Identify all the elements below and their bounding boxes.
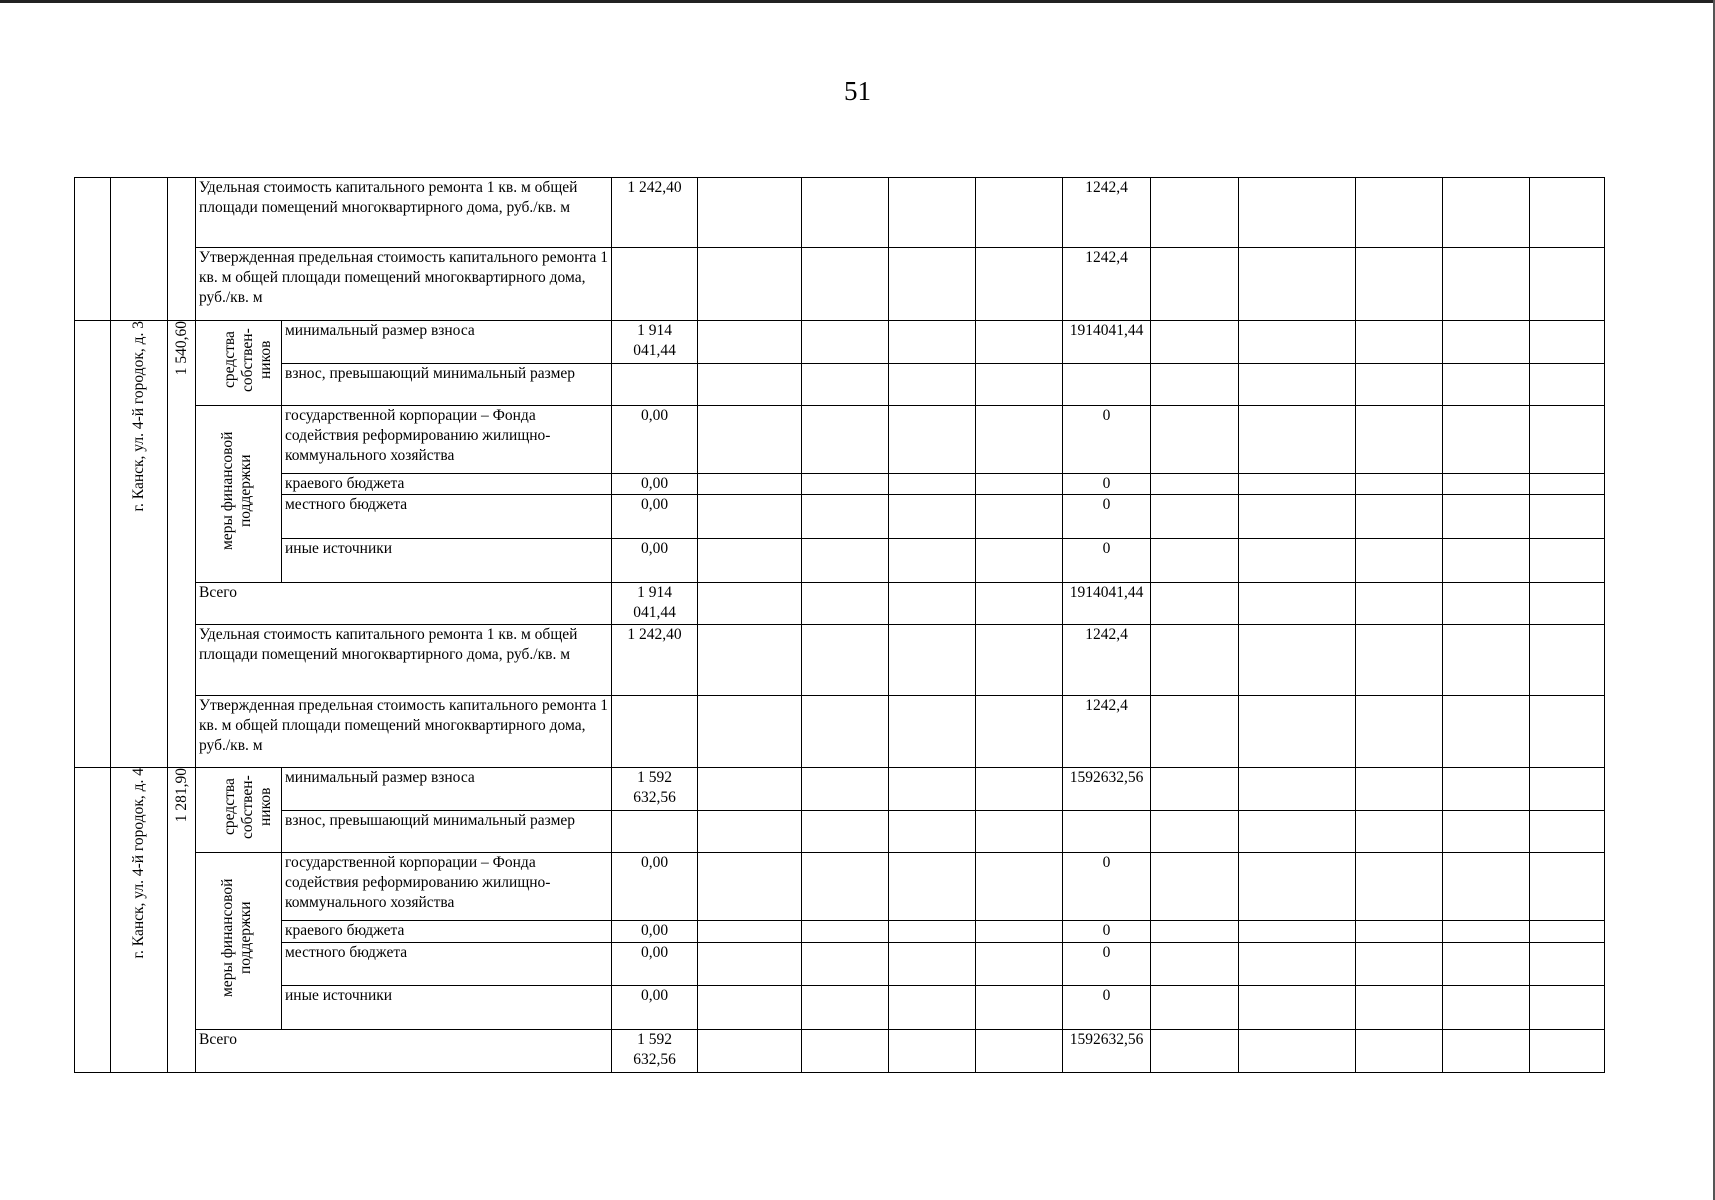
cell-empty	[802, 495, 889, 538]
cell-empty	[1356, 474, 1443, 495]
cell-empty	[698, 853, 802, 921]
cell-empty	[1530, 474, 1605, 495]
cell-empty	[802, 474, 889, 495]
cell-empty	[889, 248, 976, 321]
min-contribution-value2: 1914041,44	[1063, 321, 1151, 364]
table-row	[75, 1030, 1605, 1073]
row-label-regional-budget: краевого бюджета	[282, 474, 612, 495]
group-owners-funds: средства собствен-ников	[196, 768, 282, 853]
cell-empty	[889, 538, 976, 582]
cell-empty	[802, 178, 889, 248]
cell-empty	[1530, 248, 1605, 321]
cell-empty	[802, 696, 889, 768]
cell-empty	[1151, 364, 1239, 406]
cell-empty	[802, 1030, 889, 1073]
cell-empty	[889, 853, 976, 921]
cell-empty	[1530, 583, 1605, 625]
cell-empty	[1356, 696, 1443, 768]
other-sources-value2: 0	[1063, 538, 1151, 582]
cell-empty	[75, 321, 111, 768]
row-label-local-budget: местного бюджета	[282, 495, 612, 538]
state-corp-value2: 0	[1063, 406, 1151, 474]
table-row	[75, 474, 1605, 495]
cell-empty	[889, 625, 976, 696]
building-area: 1 540,60	[168, 321, 196, 768]
group-support-measures: меры финансовой поддержки	[196, 853, 282, 1030]
approved-limit-value2: 1242,4	[1063, 696, 1151, 768]
cell-empty	[976, 321, 1063, 364]
cell-empty	[698, 406, 802, 474]
cell-empty	[698, 248, 802, 321]
cell-empty	[976, 583, 1063, 625]
cell-empty	[698, 696, 802, 768]
state-corp-value: 0,00	[612, 853, 698, 921]
cell-empty	[976, 853, 1063, 921]
table-row	[75, 178, 1605, 248]
cell-empty	[1530, 986, 1605, 1030]
cell-empty	[1356, 321, 1443, 364]
cell-empty	[1239, 321, 1356, 364]
cell-empty	[976, 921, 1063, 942]
cell-empty	[802, 364, 889, 406]
cell-empty	[1239, 495, 1356, 538]
total-value: 1 914 041,44	[612, 583, 698, 625]
excess-contribution-value	[612, 364, 698, 406]
cell-empty	[802, 768, 889, 811]
cell-empty	[1356, 178, 1443, 248]
cell-empty	[976, 538, 1063, 582]
table-row	[75, 406, 1605, 474]
row-label-local-budget: местного бюджета	[282, 942, 612, 986]
cell-empty	[1530, 364, 1605, 406]
cell-empty	[976, 768, 1063, 811]
cell-empty	[802, 921, 889, 942]
cell-empty	[1151, 406, 1239, 474]
cell-empty	[1239, 853, 1356, 921]
cell-empty	[168, 178, 196, 321]
local-budget-value2: 0	[1063, 495, 1151, 538]
local-budget-value: 0,00	[612, 495, 698, 538]
cell-empty	[1443, 768, 1530, 811]
cell-empty	[1239, 364, 1356, 406]
cell-empty	[1239, 178, 1356, 248]
cell-empty	[889, 1030, 976, 1073]
cell-empty	[1151, 321, 1239, 364]
excess-contribution-value	[612, 811, 698, 853]
table-row	[75, 538, 1605, 582]
cell-empty	[1443, 942, 1530, 986]
cell-empty	[1530, 942, 1605, 986]
cell-empty	[976, 178, 1063, 248]
other-sources-value: 0,00	[612, 538, 698, 582]
regional-budget-value2: 0	[1063, 474, 1151, 495]
cell-empty	[889, 942, 976, 986]
cell-empty	[976, 811, 1063, 853]
cell-empty	[976, 495, 1063, 538]
cell-empty	[1151, 921, 1239, 942]
table-row	[75, 696, 1605, 768]
building-area: 1 281,90	[168, 768, 196, 1073]
total-value2: 1592632,56	[1063, 1030, 1151, 1073]
table-row	[75, 921, 1605, 942]
cell-empty	[976, 986, 1063, 1030]
cell-empty	[1443, 625, 1530, 696]
cell-empty	[976, 1030, 1063, 1073]
other-sources-value2: 0	[1063, 986, 1151, 1030]
cell-empty	[698, 986, 802, 1030]
cell-empty	[1356, 1030, 1443, 1073]
cell-empty	[1356, 625, 1443, 696]
row-label-excess-contribution: взнос, превышающий минимальный размер	[282, 364, 612, 406]
cell-empty	[1151, 768, 1239, 811]
cell-empty	[889, 321, 976, 364]
cell-empty	[1530, 768, 1605, 811]
cell-empty	[698, 921, 802, 942]
approved-limit-value	[612, 248, 698, 321]
group-support-measures: меры финансовой поддержки	[196, 406, 282, 583]
cell-empty	[1443, 178, 1530, 248]
cell-empty	[976, 942, 1063, 986]
min-contribution-value: 1 592 632,56	[612, 768, 698, 811]
cell-empty	[1356, 986, 1443, 1030]
cell-empty	[1356, 495, 1443, 538]
cell-empty	[1239, 248, 1356, 321]
cell-empty	[1530, 178, 1605, 248]
capital-repair-table	[74, 177, 1605, 1073]
cell-empty	[1356, 768, 1443, 811]
cell-empty	[889, 768, 976, 811]
regional-budget-value2: 0	[1063, 921, 1151, 942]
cell-empty	[889, 178, 976, 248]
cell-empty	[1356, 921, 1443, 942]
cell-empty	[1239, 583, 1356, 625]
state-corp-value2: 0	[1063, 853, 1151, 921]
cell-empty	[889, 474, 976, 495]
cell-empty	[1239, 921, 1356, 942]
cell-empty	[802, 853, 889, 921]
cell-empty	[976, 406, 1063, 474]
cell-empty	[1443, 583, 1530, 625]
row-label-total: Всего	[196, 583, 612, 625]
regional-budget-value: 0,00	[612, 921, 698, 942]
cell-empty	[1151, 625, 1239, 696]
specific-cost-value: 1 242,40	[612, 178, 698, 248]
cell-empty	[698, 474, 802, 495]
cell-empty	[1443, 986, 1530, 1030]
row-label-excess-contribution: взнос, превышающий минимальный размер	[282, 811, 612, 853]
cell-empty	[1151, 853, 1239, 921]
cell-empty	[1239, 538, 1356, 582]
cell-empty	[1530, 1030, 1605, 1073]
cell-empty	[1530, 811, 1605, 853]
cell-empty	[1443, 495, 1530, 538]
cell-empty	[1239, 768, 1356, 811]
row-label-min-contribution: минимальный размер взноса	[282, 768, 612, 811]
cell-empty	[1443, 921, 1530, 942]
cell-empty	[802, 625, 889, 696]
table-row	[75, 364, 1605, 406]
cell-empty	[698, 1030, 802, 1073]
cell-empty	[976, 696, 1063, 768]
cell-empty	[802, 986, 889, 1030]
cell-empty	[889, 921, 976, 942]
cell-empty	[1443, 248, 1530, 321]
approved-limit-value2: 1242,4	[1063, 248, 1151, 321]
cell-empty	[1443, 696, 1530, 768]
row-label-specific-cost: Удельная стоимость капитального ремонта 1 кв. м общей площади помещений многоквартирного дома, руб./кв. м	[196, 625, 612, 696]
cell-empty	[1151, 474, 1239, 495]
cell-empty	[1530, 406, 1605, 474]
regional-budget-value: 0,00	[612, 474, 698, 495]
cell-empty	[1151, 538, 1239, 582]
row-label-other-sources: иные источники	[282, 986, 612, 1030]
cell-empty	[1356, 853, 1443, 921]
table-row	[75, 583, 1605, 625]
approved-limit-value	[612, 696, 698, 768]
cell-empty	[75, 768, 111, 1073]
cell-empty	[1239, 942, 1356, 986]
row-label-regional-budget: краевого бюджета	[282, 921, 612, 942]
cell-empty	[802, 942, 889, 986]
cell-empty	[1239, 474, 1356, 495]
excess-contribution-value2	[1063, 811, 1151, 853]
row-label-state-corp: государственной корпорации – Фонда содействия реформированию жилищно-коммунального хозяйства	[282, 406, 612, 474]
state-corp-value: 0,00	[612, 406, 698, 474]
cell-empty	[1151, 178, 1239, 248]
cell-empty	[1356, 406, 1443, 474]
cell-empty	[1443, 1030, 1530, 1073]
cell-empty	[698, 364, 802, 406]
cell-empty	[976, 248, 1063, 321]
row-label-approved-limit: Утвержденная предельная стоимость капитального ремонта 1 кв. м общей площади помещений многоквартирного дома, руб./кв. м	[196, 696, 612, 768]
cell-empty	[698, 495, 802, 538]
table-row	[75, 986, 1605, 1030]
cell-empty	[1530, 921, 1605, 942]
cell-empty	[698, 178, 802, 248]
cell-empty	[1151, 696, 1239, 768]
cell-empty	[1239, 625, 1356, 696]
building-address: г. Канск, ул. 4-й городок, д. 3	[111, 321, 168, 768]
building-address: г. Канск, ул. 4-й городок, д. 4	[111, 768, 168, 1073]
table-row	[75, 495, 1605, 538]
cell-empty	[111, 178, 168, 321]
table-row	[75, 942, 1605, 986]
row-label-specific-cost: Удельная стоимость капитального ремонта 1 кв. м общей площади помещений многоквартирного дома, руб./кв. м	[196, 178, 612, 248]
table-row	[75, 625, 1605, 696]
cell-empty	[802, 248, 889, 321]
cell-empty	[1356, 248, 1443, 321]
cell-empty	[1530, 853, 1605, 921]
specific-cost-value: 1 242,40	[612, 625, 698, 696]
cell-empty	[1239, 1030, 1356, 1073]
cell-empty	[1530, 625, 1605, 696]
cell-empty	[1443, 406, 1530, 474]
cell-empty	[889, 583, 976, 625]
table-row	[75, 321, 1605, 364]
scan-edge-top	[0, 0, 1715, 3]
cell-empty	[976, 474, 1063, 495]
cell-empty	[1443, 364, 1530, 406]
cell-empty	[1151, 811, 1239, 853]
cell-empty	[976, 625, 1063, 696]
cell-empty	[698, 942, 802, 986]
cell-empty	[1356, 811, 1443, 853]
table-row	[75, 853, 1605, 921]
cell-empty	[976, 364, 1063, 406]
cell-empty	[1443, 811, 1530, 853]
other-sources-value: 0,00	[612, 986, 698, 1030]
page-number: 51	[844, 76, 871, 106]
cell-empty	[1239, 811, 1356, 853]
cell-empty	[698, 625, 802, 696]
excess-contribution-value2	[1063, 364, 1151, 406]
cell-empty	[698, 583, 802, 625]
cell-empty	[1443, 474, 1530, 495]
cell-empty	[889, 495, 976, 538]
cell-empty	[889, 696, 976, 768]
cell-empty	[1356, 364, 1443, 406]
cell-empty	[889, 986, 976, 1030]
group-owners-funds: средства собствен-ников	[196, 321, 282, 406]
cell-empty	[1530, 495, 1605, 538]
cell-empty	[698, 321, 802, 364]
row-label-total: Всего	[196, 1030, 612, 1073]
cell-empty	[1151, 986, 1239, 1030]
local-budget-value2: 0	[1063, 942, 1151, 986]
cell-empty	[1151, 495, 1239, 538]
cell-empty	[802, 811, 889, 853]
cell-empty	[698, 538, 802, 582]
cell-empty	[1443, 538, 1530, 582]
row-label-min-contribution: минимальный размер взноса	[282, 321, 612, 364]
cell-empty	[889, 811, 976, 853]
cell-empty	[802, 406, 889, 474]
specific-cost-value2: 1242,4	[1063, 178, 1151, 248]
cell-empty	[1443, 321, 1530, 364]
min-contribution-value2: 1592632,56	[1063, 768, 1151, 811]
cell-empty	[1530, 321, 1605, 364]
row-label-other-sources: иные источники	[282, 538, 612, 582]
cell-empty	[889, 406, 976, 474]
cell-empty	[698, 811, 802, 853]
cell-empty	[1356, 583, 1443, 625]
cell-empty	[1151, 583, 1239, 625]
local-budget-value: 0,00	[612, 942, 698, 986]
min-contribution-value: 1 914 041,44	[612, 321, 698, 364]
table-row	[75, 811, 1605, 853]
cell-empty	[1151, 942, 1239, 986]
table-row	[75, 768, 1605, 811]
cell-empty	[1356, 538, 1443, 582]
cell-empty	[889, 364, 976, 406]
cell-empty	[1530, 696, 1605, 768]
cell-empty	[802, 583, 889, 625]
cell-empty	[1151, 248, 1239, 321]
cell-empty	[1356, 942, 1443, 986]
table-row	[75, 248, 1605, 321]
total-value: 1 592 632,56	[612, 1030, 698, 1073]
cell-empty	[1151, 1030, 1239, 1073]
cell-empty	[1239, 986, 1356, 1030]
row-label-state-corp: государственной корпорации – Фонда содействия реформированию жилищно-коммунального хозяйства	[282, 853, 612, 921]
cell-empty	[75, 178, 111, 321]
cell-empty	[698, 768, 802, 811]
cell-empty	[1239, 696, 1356, 768]
row-label-approved-limit: Утвержденная предельная стоимость капитального ремонта 1 кв. м общей площади помещений многоквартирного дома, руб./кв. м	[196, 248, 612, 321]
cell-empty	[802, 538, 889, 582]
total-value2: 1914041,44	[1063, 583, 1151, 625]
cell-empty	[1239, 406, 1356, 474]
cell-empty	[1443, 853, 1530, 921]
cell-empty	[1530, 538, 1605, 582]
cell-empty	[802, 321, 889, 364]
specific-cost-value2: 1242,4	[1063, 625, 1151, 696]
